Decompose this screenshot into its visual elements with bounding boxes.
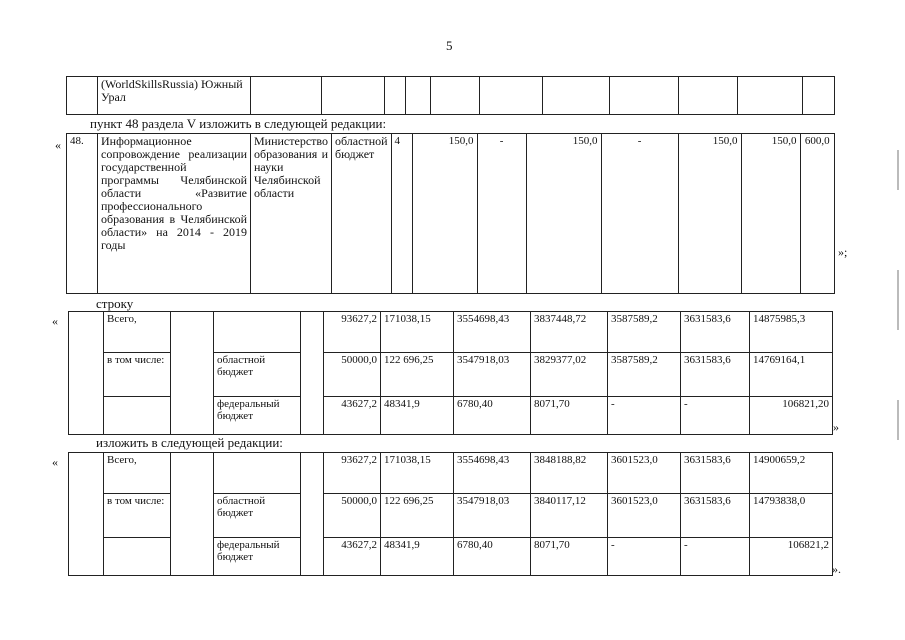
scan-mark (897, 270, 899, 330)
new-r1-v3: 3554698,43 (454, 453, 531, 494)
new-r3-v1: 43627,2 (324, 538, 381, 576)
item48-name: Информационное сопровождение реализации государственной программы Челябинской области «Развитие профессионального образования в Челябинской области» на 2014 - 2019 годы (98, 134, 251, 294)
new-r2-v7: 14793838,0 (750, 494, 833, 538)
new-block-table (68, 452, 833, 576)
top-row-table (66, 76, 835, 115)
new-r3-v3: 6780,40 (454, 538, 531, 576)
new-r1-v5: 3601523,0 (608, 453, 681, 494)
new-r2-v6: 3631583,6 (681, 494, 750, 538)
old-r2-v4: 3829377,02 (531, 353, 608, 397)
new-r1-v7: 14900659,2 (750, 453, 833, 494)
item48-open-quote: « (55, 138, 61, 152)
old-r2-v5: 3587589,2 (608, 353, 681, 397)
old-r2-v2: 122 696,25 (381, 353, 454, 397)
item48-close: »; (838, 245, 848, 259)
new-r1-v6: 3631583,6 (681, 453, 750, 494)
old-r2-v1: 50000,0 (324, 353, 381, 397)
old-close: » (833, 420, 839, 434)
old-r3-v3: 6780,40 (454, 397, 531, 435)
item48-v4: - (601, 134, 678, 294)
item48-v3: 150,0 (526, 134, 601, 294)
new-r1-src (214, 453, 301, 494)
new-r3-v7: 106821,2 (750, 538, 833, 576)
old-r2-v7: 14769164,1 (750, 353, 833, 397)
new-r1-v1: 93627,2 (324, 453, 381, 494)
new-r2-v3: 3547918,03 (454, 494, 531, 538)
new-r1-label: Всего, (104, 453, 171, 494)
page-number: 5 (446, 38, 453, 53)
old-r1-src (214, 312, 301, 353)
old-r3-v2: 48341,9 (381, 397, 454, 435)
old-r1-v7: 14875985,3 (750, 312, 833, 353)
new-r3-v6: - (681, 538, 750, 576)
item48-v2: - (477, 134, 526, 294)
new-close: ». (832, 562, 841, 576)
new-r3-v4: 8071,70 (531, 538, 608, 576)
new-r3-v5: - (608, 538, 681, 576)
scan-mark (897, 150, 899, 190)
heading-new-version: изложить в следующей редакции: (96, 435, 283, 450)
new-r2-v2: 122 696,25 (381, 494, 454, 538)
old-r3-v1: 43627,2 (324, 397, 381, 435)
item48-code: 4 (391, 134, 412, 294)
new-r3-label (104, 538, 171, 576)
new-r3-src: федеральный бюджет (214, 538, 301, 576)
new-r1-v2: 171038,15 (381, 453, 454, 494)
old-r1-v5: 3587589,2 (608, 312, 681, 353)
old-r1-v1: 93627,2 (324, 312, 381, 353)
new-r2-v5: 3601523,0 (608, 494, 681, 538)
item48-v6: 150,0 (741, 134, 800, 294)
item48-v1: 150,0 (412, 134, 477, 294)
old-r2-v3: 3547918,03 (454, 353, 531, 397)
new-r2-src: областной бюджет (214, 494, 301, 538)
old-r2-v6: 3631583,6 (681, 353, 750, 397)
new-open-quote: « (52, 455, 58, 469)
top-row-name: (WorldSkillsRussia) Южный Урал (98, 77, 251, 115)
new-r2-v1: 50000,0 (324, 494, 381, 538)
new-r3-v2: 48341,9 (381, 538, 454, 576)
old-open-quote: « (52, 314, 58, 328)
heading-line: строку (96, 296, 134, 311)
old-r3-v5: - (608, 397, 681, 435)
item48-exec: Министерство образования и науки Челябинской области (251, 134, 332, 294)
old-r2-src: областной бюджет (214, 353, 301, 397)
item48-num: 48. (67, 134, 98, 294)
new-r2-label: в том числе: (104, 494, 171, 538)
item48-v5: 150,0 (678, 134, 741, 294)
scan-mark (897, 400, 899, 440)
old-r3-label (104, 397, 171, 435)
old-r3-v6: - (681, 397, 750, 435)
heading-item48: пункт 48 раздела V изложить в следующей редакции: (90, 116, 387, 131)
item48-v7: 600,0 (800, 134, 834, 294)
old-r1-label: Всего, (104, 312, 171, 353)
old-r1-v4: 3837448,72 (531, 312, 608, 353)
old-r3-src: федеральный бюджет (214, 397, 301, 435)
old-r3-v7: 106821,20 (750, 397, 833, 435)
new-r2-v4: 3840117,12 (531, 494, 608, 538)
item48-source: областной бюджет (332, 134, 392, 294)
item48-table (66, 133, 835, 294)
old-r1-v3: 3554698,43 (454, 312, 531, 353)
old-r1-v2: 171038,15 (381, 312, 454, 353)
old-block-table (68, 311, 833, 435)
old-r3-v4: 8071,70 (531, 397, 608, 435)
old-r2-label: в том числе: (104, 353, 171, 397)
new-r1-v4: 3848188,82 (531, 453, 608, 494)
old-r1-v6: 3631583,6 (681, 312, 750, 353)
